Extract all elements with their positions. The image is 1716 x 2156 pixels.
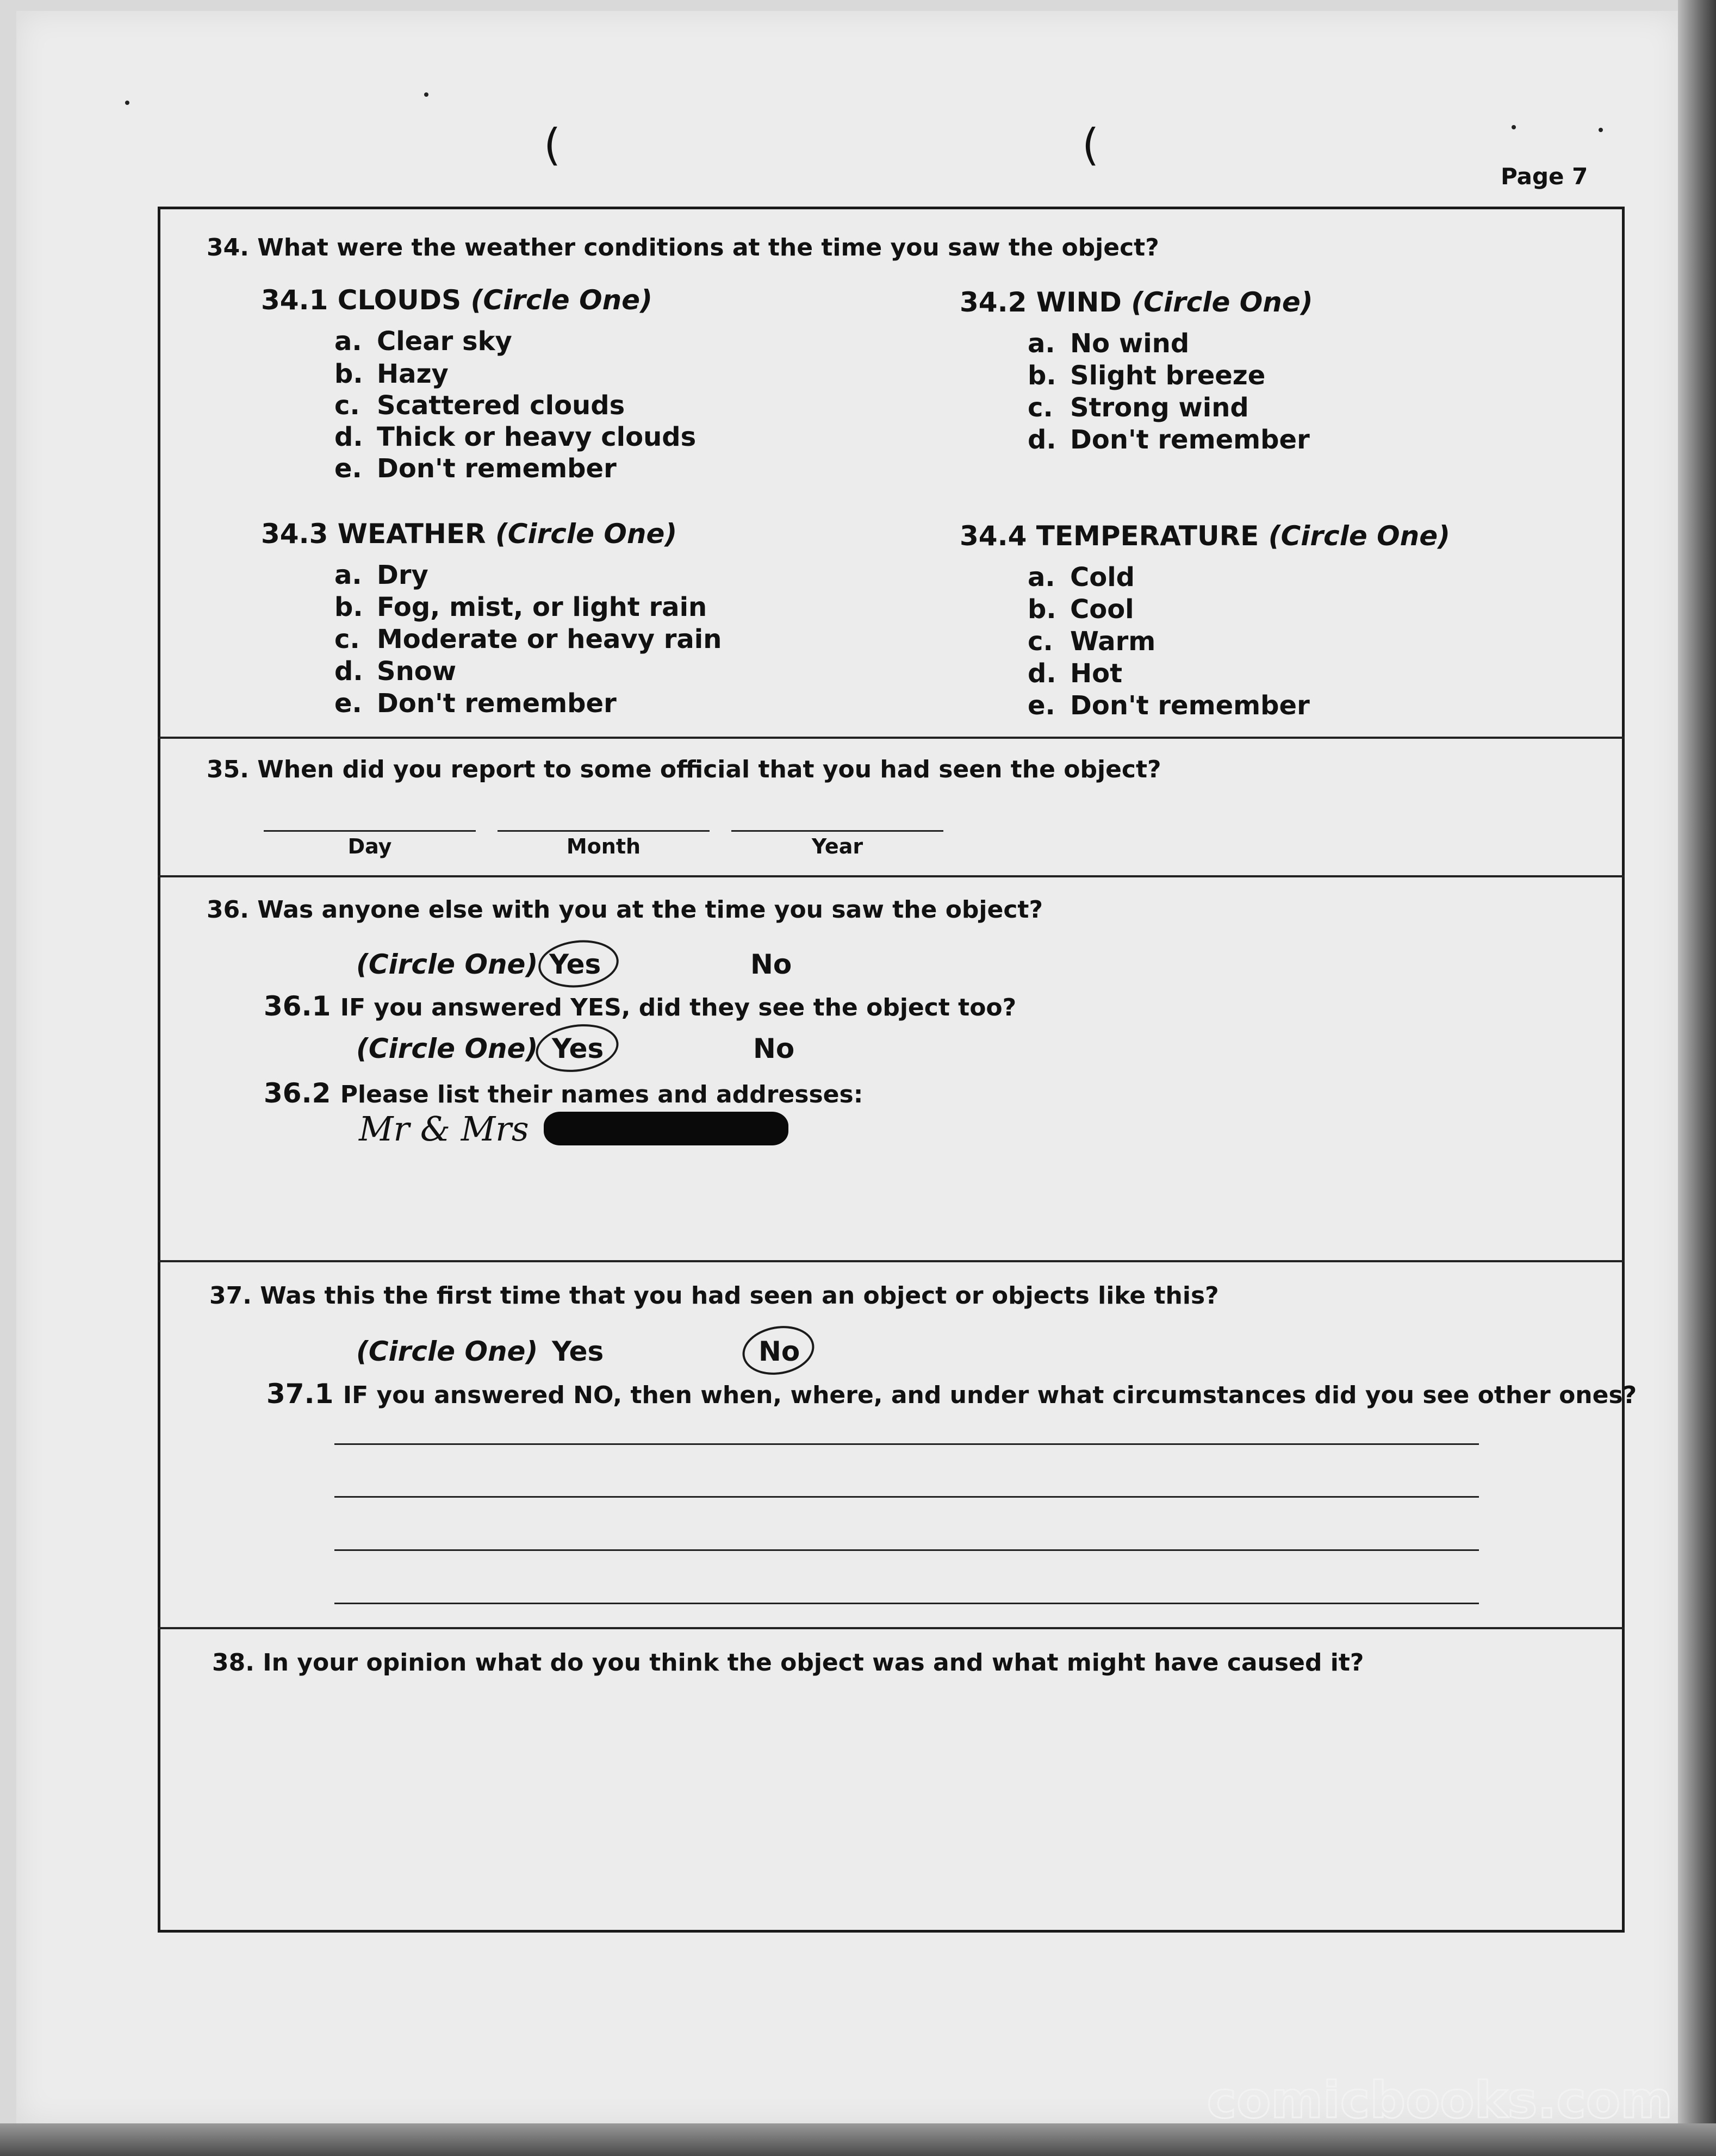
q34-1-option-c[interactable]: c. Scattered clouds xyxy=(334,390,625,421)
section-divider xyxy=(158,737,1625,739)
q36-2-heading: 36.2 Please list their names and addresses: xyxy=(264,1077,863,1109)
q36-no[interactable]: No xyxy=(750,949,792,980)
q38-answer-area[interactable] xyxy=(217,1702,1599,1908)
q37-yes[interactable]: Yes xyxy=(552,1336,604,1367)
q36-instruction: (Circle One) xyxy=(356,949,538,980)
q37-1-heading: 37.1 IF you answered NO, then when, where, and under what circumstances did you see other ones? xyxy=(266,1378,1637,1410)
question-37 xyxy=(209,1282,1219,1310)
q36-1-heading: 36.1 IF you answered YES, did they see the object too? xyxy=(264,990,1017,1022)
q36-1-yes[interactable]: Yes xyxy=(552,1033,604,1064)
question-number: 37. xyxy=(209,1282,252,1310)
q34-4-option-a[interactable]: a. Cold xyxy=(1028,562,1135,593)
scan-mark: ( xyxy=(1082,120,1099,170)
watermark-text: comicbooks.com xyxy=(1207,2071,1673,2129)
question-34 xyxy=(207,234,1159,261)
scan-edge-right xyxy=(1678,0,1716,2156)
q36-1-no[interactable]: No xyxy=(753,1033,795,1064)
question-36 xyxy=(207,896,1043,924)
q34-3-option-c[interactable]: c. Moderate or heavy rain xyxy=(334,624,722,655)
q37-1-answer-line-3[interactable] xyxy=(334,1549,1479,1551)
scan-speck xyxy=(125,101,129,105)
q34-2-option-c[interactable]: c. Strong wind xyxy=(1028,392,1249,423)
q34-3-heading: 34.3 WEATHER (Circle One) xyxy=(261,518,677,550)
question-35 xyxy=(207,756,1161,783)
q34-2-heading: 34.2 WIND (Circle One) xyxy=(960,286,1313,318)
page-number: Page 7 xyxy=(1501,163,1588,190)
question-text: In your opinion what do you think the object was and what might have caused it? xyxy=(263,1649,1364,1677)
month-label: Month xyxy=(566,834,641,858)
q34-1-heading: 34.1 CLOUDS (Circle One) xyxy=(261,284,652,316)
q34-3-option-e[interactable]: e. Don't remember xyxy=(334,688,617,719)
q36-yes[interactable]: Yes xyxy=(549,949,601,980)
q37-instruction: (Circle One) xyxy=(356,1336,538,1367)
q34-2-option-d[interactable]: d. Don't remember xyxy=(1028,425,1310,455)
scan-mark: ( xyxy=(544,120,561,170)
q37-1-answer-line-1[interactable] xyxy=(334,1443,1479,1445)
scan-speck xyxy=(1512,125,1516,129)
section-divider xyxy=(158,1627,1625,1629)
q34-4-option-b[interactable]: b. Cool xyxy=(1028,594,1134,625)
q34-2-option-b[interactable]: b. Slight breeze xyxy=(1028,360,1266,391)
q34-1-option-b[interactable]: b. Hazy xyxy=(334,359,449,389)
question-text: Was anyone else with you at the time you saw the object? xyxy=(257,896,1043,924)
day-blank[interactable] xyxy=(264,830,476,832)
q34-4-option-e[interactable]: e. Don't remember xyxy=(1028,690,1310,721)
question-38 xyxy=(212,1649,1364,1677)
year-label: Year xyxy=(811,834,863,858)
q34-2-option-a[interactable]: a. No wind xyxy=(1028,328,1190,359)
question-text: When did you report to some official that you had seen the object? xyxy=(257,756,1161,783)
q34-3-option-a[interactable]: a. Dry xyxy=(334,560,428,590)
redaction-mark xyxy=(544,1112,788,1145)
q34-4-heading: 34.4 TEMPERATURE (Circle One) xyxy=(960,520,1451,552)
q34-1-option-e[interactable]: e. Don't remember xyxy=(334,453,617,484)
q37-1-answer-line-2[interactable] xyxy=(334,1496,1479,1498)
question-text: What were the weather conditions at the time you saw the object? xyxy=(257,234,1159,261)
q34-3-option-b[interactable]: b. Fog, mist, or light rain xyxy=(334,592,707,622)
scan-speck xyxy=(424,92,428,97)
scan-speck xyxy=(1599,128,1603,132)
q34-1-option-d[interactable]: d. Thick or heavy clouds xyxy=(334,422,697,452)
handwritten-names: Mr & Mrs xyxy=(359,1109,529,1149)
question-number: 38. xyxy=(212,1649,254,1677)
q36-1-instruction: (Circle One) xyxy=(356,1033,538,1064)
q34-3-option-d[interactable]: d. Snow xyxy=(334,656,457,687)
year-blank[interactable] xyxy=(731,830,943,832)
q34-4-option-d[interactable]: d. Hot xyxy=(1028,658,1123,689)
q37-no[interactable]: No xyxy=(758,1336,800,1367)
q34-1-option-a[interactable]: a. Clear sky xyxy=(334,326,512,357)
section-divider xyxy=(158,875,1625,877)
q34-4-option-c[interactable]: c. Warm xyxy=(1028,626,1156,657)
q37-1-answer-line-4[interactable] xyxy=(334,1603,1479,1604)
section-divider xyxy=(158,1260,1625,1262)
question-number: 35. xyxy=(207,756,249,783)
question-number: 36. xyxy=(207,896,249,924)
month-blank[interactable] xyxy=(498,830,710,832)
day-label: Day xyxy=(347,834,392,858)
question-text: Was this the first time that you had seen an object or objects like this? xyxy=(260,1282,1219,1310)
question-number: 34. xyxy=(207,234,249,261)
